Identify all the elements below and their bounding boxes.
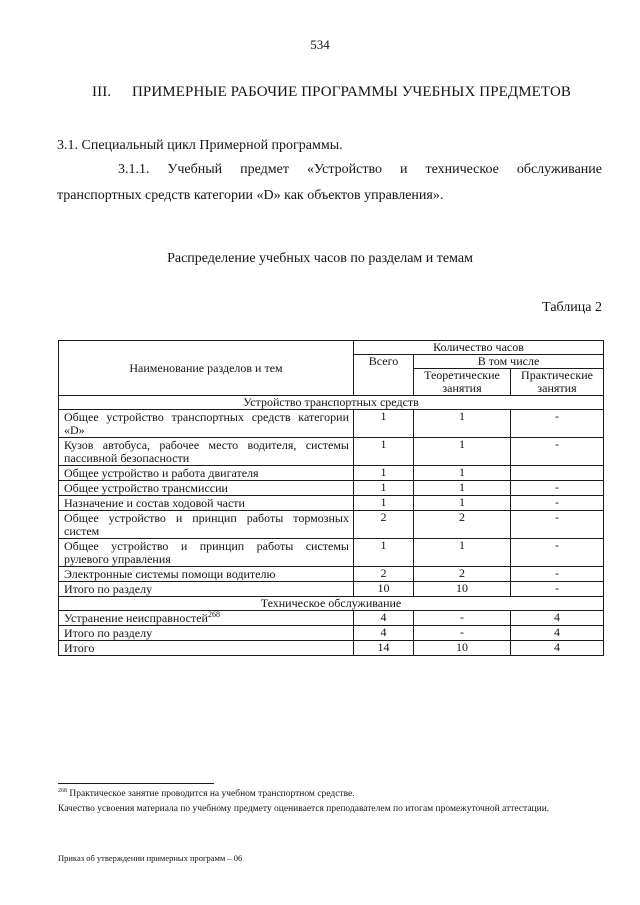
topic-name-cell [59, 511, 354, 539]
assessment-note: Качество усвоения материала по учебному предмету оценивается преподавателем по итогам промежуточной аттестации. [58, 804, 550, 814]
table-row [59, 539, 604, 567]
topic-name-cell [59, 626, 354, 641]
total-hours: 10 [354, 582, 414, 597]
topic-name: Электронные системы помощи водителю [64, 567, 276, 581]
section-row [59, 396, 604, 410]
table-label: Таблица 2 [542, 300, 602, 315]
section-number: III. [92, 84, 112, 100]
column-header-quantity: Количество часов [354, 341, 604, 355]
footnote-text: Практическое занятие проводится на учебном транспортном средстве. [69, 789, 355, 800]
total-hours: 1 [354, 466, 414, 481]
total-hours: 1 [354, 496, 414, 511]
theory-hours: 2 [414, 567, 511, 582]
theory-hours: - [414, 626, 511, 641]
table-row [59, 438, 604, 466]
topic-name: Устранение неисправностей [64, 611, 208, 625]
table-row [59, 410, 604, 438]
practice-hours: - [511, 539, 604, 567]
table-row [59, 511, 604, 539]
total-hours: 4 [354, 626, 414, 641]
footnote [58, 788, 355, 799]
total-hours: 1 [354, 410, 414, 438]
total-hours: 2 [354, 567, 414, 582]
theory-hours: 1 [414, 410, 511, 438]
theory-hours: 1 [414, 438, 511, 466]
topic-name-cell [59, 466, 354, 481]
table-row [59, 496, 604, 511]
distribution-caption: Распределение учебных часов по разделам и темам [167, 251, 473, 266]
practice-hours: 4 [511, 626, 604, 641]
grand-total-label: Итого [59, 641, 354, 656]
table-row [59, 481, 604, 496]
footnote-reference: 268 [207, 610, 220, 619]
topic-name: Общее устройство трансмиссии [64, 481, 228, 495]
table-row [59, 582, 604, 597]
page-number: 534 [310, 37, 330, 52]
column-header-practice: Практические занятия [511, 369, 604, 396]
column-header-name: Наименование разделов и тем [59, 341, 354, 396]
topic-name-cell [59, 567, 354, 582]
document-footer: Приказ об утверждении примерных программ – 06 [58, 853, 243, 863]
total-hours: 1 [354, 539, 414, 567]
footnote-mark: 268 [58, 788, 67, 794]
topic-name: Общее устройство транспортных средств категории «D» [64, 410, 349, 437]
total-hours: 1 [354, 438, 414, 466]
topic-name: Назначение и состав ходовой части [64, 496, 245, 510]
footnote-divider [58, 783, 214, 784]
practice-hours: - [511, 511, 604, 539]
practice-hours: - [511, 567, 604, 582]
total-hours: 14 [354, 641, 414, 656]
topic-name-cell [59, 410, 354, 438]
hours-table [58, 340, 604, 656]
subject-title-line: транспортных средств категории «D» как объектов управления». [57, 188, 444, 203]
table-row [59, 626, 604, 641]
table-row [59, 466, 604, 481]
subsection-title: 3.1. Специальный цикл Примерной программы. [57, 138, 343, 153]
table-body [59, 396, 604, 656]
topic-name: Общее устройство и принцип работы системы рулевого управления [64, 539, 349, 566]
column-header-theory: Теоретические занятия [414, 369, 511, 396]
section-title: ПРИМЕРНЫЕ РАБОЧИЕ ПРОГРАММЫ УЧЕБНЫХ ПРЕДМЕТОВ [132, 84, 572, 100]
topic-name-cell [59, 496, 354, 511]
topic-name: Итого по разделу [64, 582, 153, 596]
topic-name-cell [59, 582, 354, 597]
total-hours: 1 [354, 481, 414, 496]
theory-hours: 10 [414, 582, 511, 597]
topic-name-cell [59, 539, 354, 567]
column-header-including: В том числе [414, 355, 604, 369]
section-row [59, 597, 604, 611]
practice-hours: - [511, 582, 604, 597]
topic-name-cell [59, 438, 354, 466]
practice-hours [511, 466, 604, 481]
practice-hours: 4 [511, 641, 604, 656]
theory-hours: 1 [414, 539, 511, 567]
grand-total-row [59, 641, 604, 656]
theory-hours: 10 [414, 641, 511, 656]
topic-name-cell [59, 611, 354, 626]
topic-name-cell [59, 481, 354, 496]
theory-hours: 1 [414, 481, 511, 496]
total-hours: 2 [354, 511, 414, 539]
practice-hours: 4 [511, 611, 604, 626]
theory-hours: 2 [414, 511, 511, 539]
subject-title-line: 3.1.1. Учебный предмет «Устройство и техническое обслуживание [118, 162, 602, 177]
theory-hours: - [414, 611, 511, 626]
topic-name: Общее устройство и работа двигателя [64, 466, 259, 480]
total-hours: 4 [354, 611, 414, 626]
section-title: Устройство транспортных средств [59, 396, 604, 410]
practice-hours: - [511, 496, 604, 511]
theory-hours: 1 [414, 466, 511, 481]
practice-hours: - [511, 481, 604, 496]
section-title: Техническое обслуживание [59, 597, 604, 611]
topic-name: Кузов автобуса, рабочее место водителя, системы пассивной безопасности [64, 438, 349, 465]
section-heading [92, 84, 571, 101]
table-row [59, 567, 604, 582]
table-row [59, 611, 604, 626]
practice-hours: - [511, 410, 604, 438]
topic-name: Общее устройство и принцип работы тормозных систем [64, 511, 349, 538]
theory-hours: 1 [414, 496, 511, 511]
column-header-total: Всего [354, 355, 414, 396]
practice-hours: - [511, 438, 604, 466]
topic-name: Итого по разделу [64, 626, 153, 640]
